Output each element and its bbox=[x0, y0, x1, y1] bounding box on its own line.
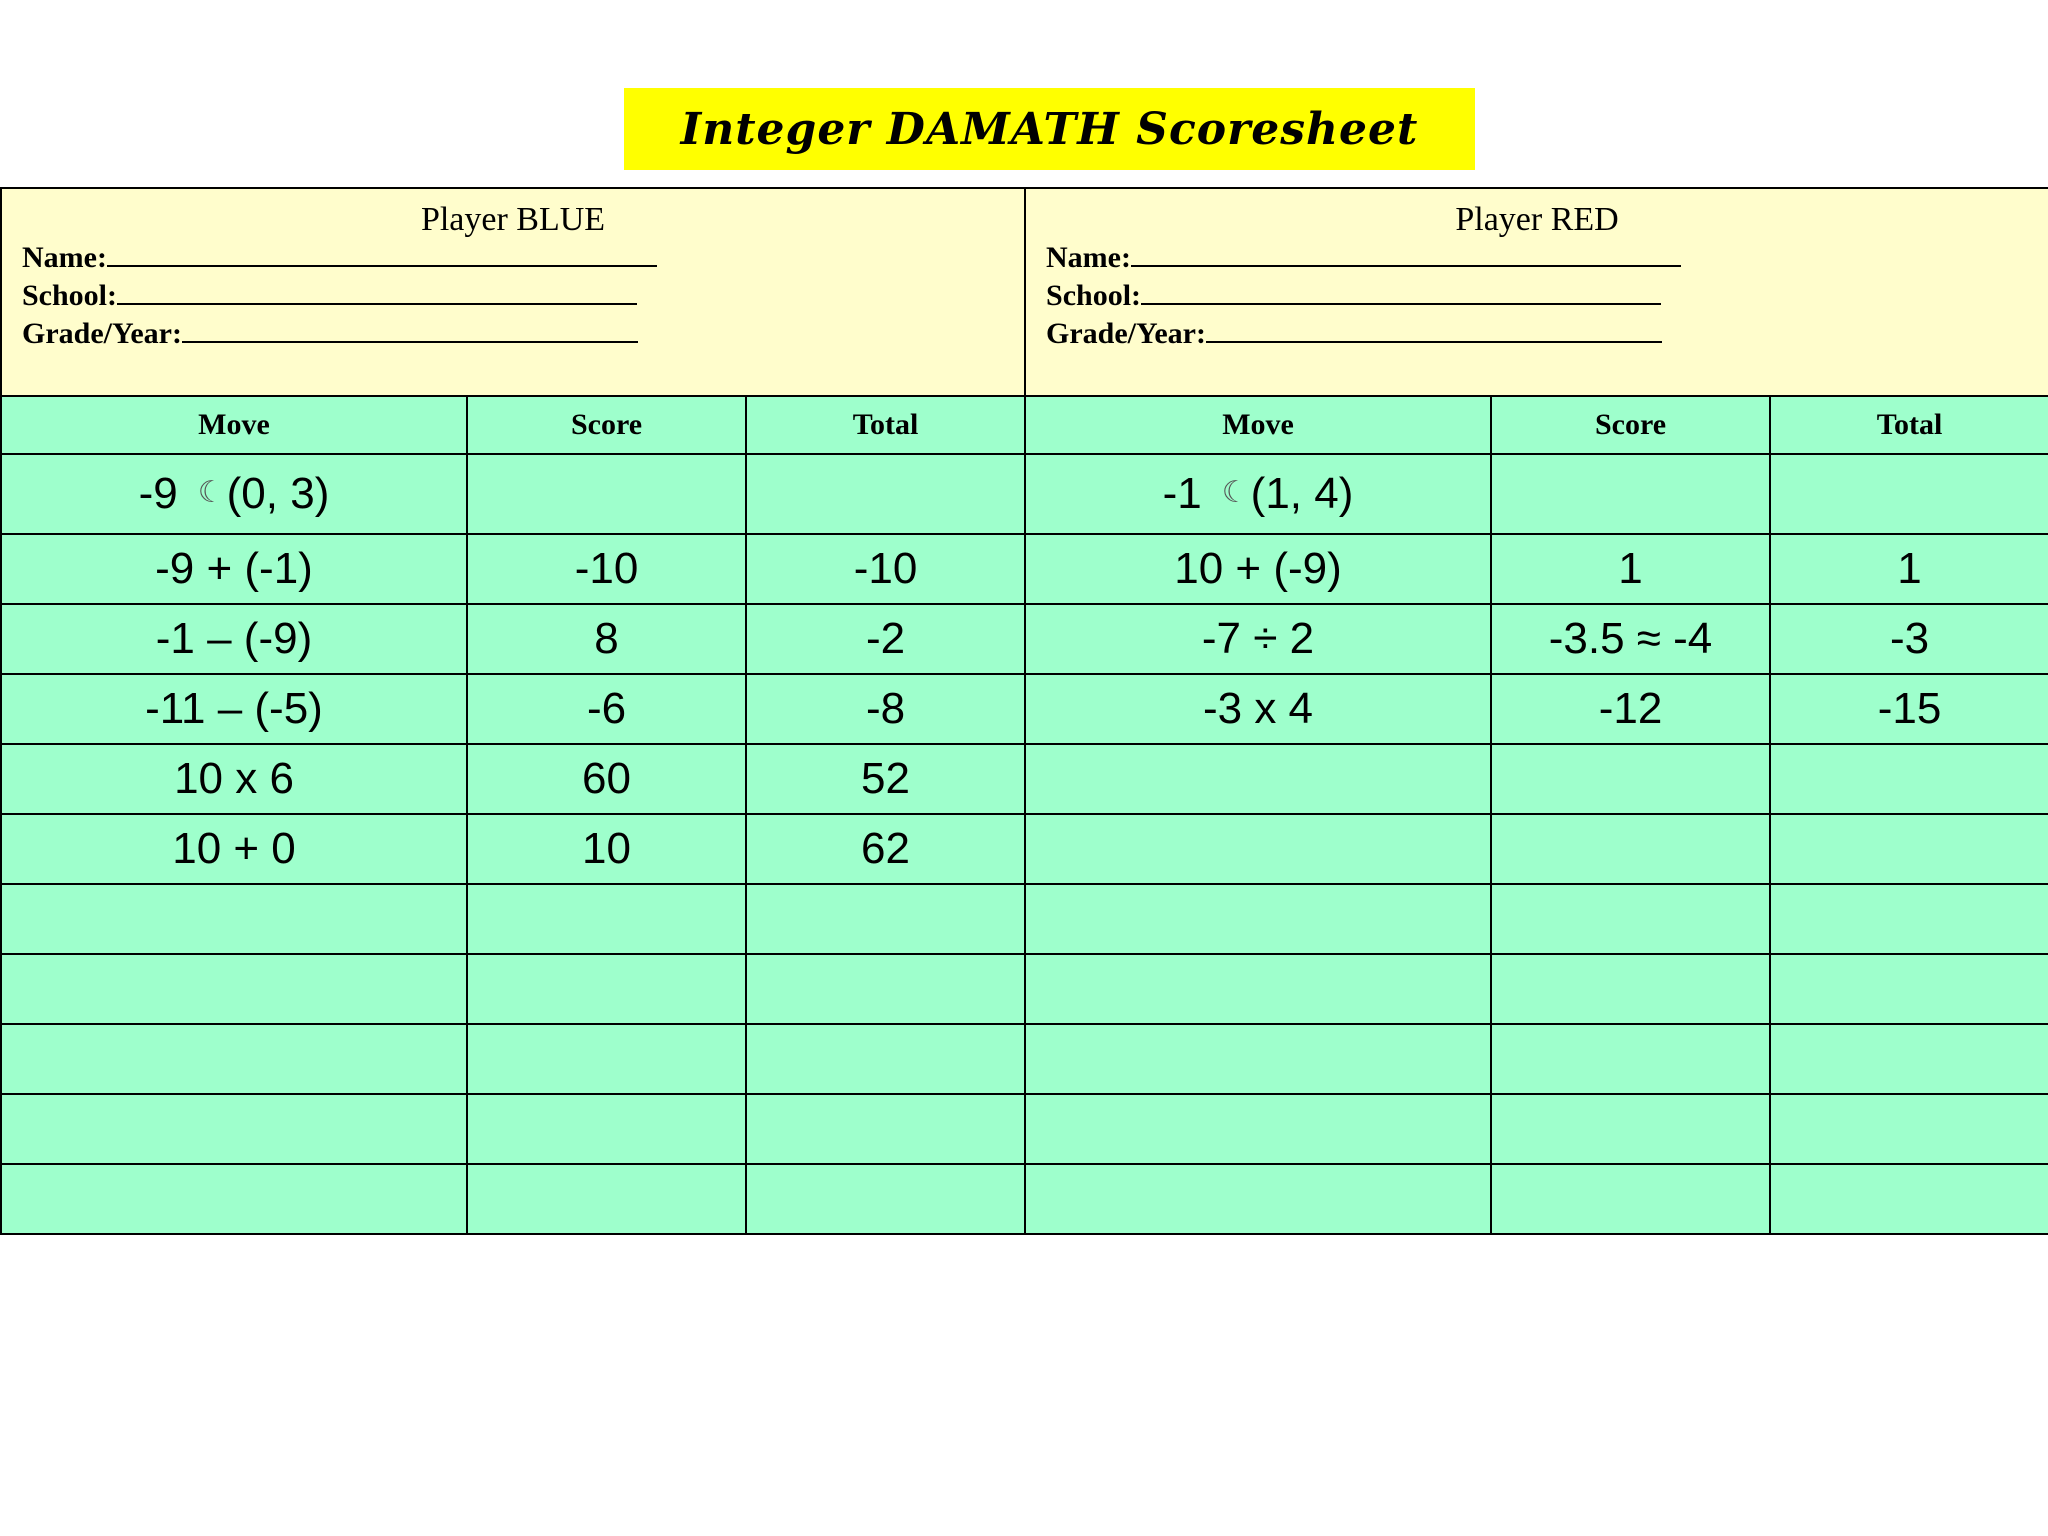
red-move-cell[interactable] bbox=[1025, 814, 1491, 884]
red-total-cell[interactable] bbox=[1770, 954, 2048, 1024]
school-label: School: bbox=[1046, 279, 1142, 312]
grade-year-blank-line bbox=[1206, 315, 1662, 343]
blue-score-cell[interactable]: 60 bbox=[467, 744, 746, 814]
blue-move-header: Move bbox=[1, 396, 467, 454]
move-expression: -1 – (-9) bbox=[155, 614, 313, 663]
table-row bbox=[1, 604, 2048, 674]
red-move-header: Move bbox=[1025, 396, 1491, 454]
red-score-cell[interactable] bbox=[1491, 884, 1770, 954]
red-total-cell[interactable] bbox=[1770, 884, 2048, 954]
blue-move-cell[interactable] bbox=[1, 814, 467, 884]
grade-year-label: Grade/Year: bbox=[22, 317, 182, 350]
blue-move-cell[interactable] bbox=[1, 454, 467, 534]
blue-score-cell[interactable] bbox=[467, 1164, 746, 1234]
red-total-cell[interactable]: -3 bbox=[1770, 604, 2048, 674]
blue-total-cell[interactable] bbox=[746, 884, 1025, 954]
blue-total-cell[interactable] bbox=[746, 1024, 1025, 1094]
red-score-cell[interactable] bbox=[1491, 814, 1770, 884]
moon-icon: ☾ bbox=[1221, 476, 1249, 509]
player-red-info bbox=[1025, 188, 2048, 396]
red-score-cell[interactable] bbox=[1491, 1164, 1770, 1234]
player-blue-heading: Player BLUE bbox=[420, 201, 606, 238]
grade-year-blank-line bbox=[182, 315, 638, 343]
blue-total-cell[interactable] bbox=[746, 454, 1025, 534]
name-blank-line bbox=[107, 239, 657, 267]
red-score-cell[interactable] bbox=[1491, 1094, 1770, 1164]
move-expression: 10 + 0 bbox=[172, 824, 296, 873]
red-move-cell[interactable] bbox=[1025, 744, 1491, 814]
table-row bbox=[1, 744, 2048, 814]
blue-move-cell[interactable] bbox=[1, 884, 467, 954]
blue-move-cell[interactable] bbox=[1, 1094, 467, 1164]
blue-total-cell[interactable]: 62 bbox=[746, 814, 1025, 884]
table-row bbox=[1, 534, 2048, 604]
red-score-cell[interactable] bbox=[1491, 454, 1770, 534]
blue-move-cell[interactable] bbox=[1, 1164, 467, 1234]
school-blank-line bbox=[1141, 277, 1661, 305]
blue-score-cell[interactable] bbox=[467, 454, 746, 534]
blue-score-cell[interactable] bbox=[467, 884, 746, 954]
table-row bbox=[1, 454, 2048, 534]
scoresheet-table bbox=[0, 187, 2048, 1235]
blue-total-cell[interactable] bbox=[746, 1094, 1025, 1164]
blue-move-cell[interactable] bbox=[1, 534, 467, 604]
player-red-heading: Player RED bbox=[1455, 201, 1619, 238]
red-move-cell[interactable] bbox=[1025, 674, 1491, 744]
red-score-cell[interactable] bbox=[1491, 954, 1770, 1024]
red-score-cell[interactable]: 1 bbox=[1491, 534, 1770, 604]
blue-score-cell[interactable]: -10 bbox=[467, 534, 746, 604]
red-total-cell[interactable]: 1 bbox=[1770, 534, 2048, 604]
red-total-cell[interactable]: -15 bbox=[1770, 674, 2048, 744]
name-label: Name: bbox=[22, 241, 107, 274]
red-score-cell[interactable]: -3.5 ≈ -4 bbox=[1491, 604, 1770, 674]
table-row bbox=[1, 814, 2048, 884]
blue-score-cell[interactable] bbox=[467, 1094, 746, 1164]
move-coordinate: (0, 3) bbox=[226, 469, 330, 518]
move-coordinate: (1, 4) bbox=[1250, 469, 1354, 518]
blue-score-cell[interactable] bbox=[467, 954, 746, 1024]
red-total-cell[interactable] bbox=[1770, 744, 2048, 814]
blue-score-header: Score bbox=[467, 396, 746, 454]
blue-total-cell[interactable] bbox=[746, 1164, 1025, 1234]
blue-score-cell[interactable]: -6 bbox=[467, 674, 746, 744]
blue-total-header: Total bbox=[746, 396, 1025, 454]
red-total-header: Total bbox=[1770, 396, 2048, 454]
move-rows bbox=[1, 454, 2048, 1234]
player-red-school-field[interactable] bbox=[1046, 277, 2048, 315]
table-row bbox=[1, 1024, 2048, 1094]
table-row bbox=[1, 954, 2048, 1024]
red-score-cell[interactable] bbox=[1491, 1024, 1770, 1094]
move-expression: -3 x 4 bbox=[1202, 684, 1314, 733]
move-expression: -9 bbox=[138, 469, 178, 518]
table-row bbox=[1, 1164, 2048, 1234]
blue-score-cell[interactable]: 10 bbox=[467, 814, 746, 884]
blue-score-cell[interactable] bbox=[467, 1024, 746, 1094]
red-move-cell[interactable] bbox=[1025, 884, 1491, 954]
red-score-cell[interactable] bbox=[1491, 744, 1770, 814]
blue-score-cell[interactable]: 8 bbox=[467, 604, 746, 674]
red-score-cell[interactable]: -12 bbox=[1491, 674, 1770, 744]
player-info-row bbox=[1, 188, 2048, 396]
red-score-header: Score bbox=[1491, 396, 1770, 454]
red-move-cell[interactable] bbox=[1025, 1164, 1491, 1234]
blue-total-cell[interactable]: -8 bbox=[746, 674, 1025, 744]
table-row bbox=[1, 674, 2048, 744]
player-blue-name-field[interactable] bbox=[22, 239, 1024, 277]
grade-year-label: Grade/Year: bbox=[1046, 317, 1206, 350]
move-expression: 10 x 6 bbox=[174, 754, 294, 803]
page-title: Integer DAMATH Scoresheet bbox=[680, 103, 1419, 155]
blue-total-cell[interactable]: 52 bbox=[746, 744, 1025, 814]
red-total-cell[interactable] bbox=[1770, 1094, 2048, 1164]
table-row bbox=[1, 1094, 2048, 1164]
red-move-cell[interactable] bbox=[1025, 454, 1491, 534]
blue-total-cell[interactable]: -2 bbox=[746, 604, 1025, 674]
red-total-cell[interactable] bbox=[1770, 1024, 2048, 1094]
blue-move-cell[interactable] bbox=[1, 954, 467, 1024]
red-total-cell[interactable] bbox=[1770, 814, 2048, 884]
move-expression: -1 bbox=[1162, 469, 1202, 518]
red-move-cell[interactable] bbox=[1025, 1024, 1491, 1094]
name-blank-line bbox=[1131, 239, 1681, 267]
red-total-cell[interactable] bbox=[1770, 1164, 2048, 1234]
table-row bbox=[1, 884, 2048, 954]
player-red-grade-field[interactable] bbox=[1046, 315, 2048, 353]
red-move-cell[interactable] bbox=[1025, 604, 1491, 674]
move-expression: -9 + (-1) bbox=[155, 544, 313, 593]
red-move-cell[interactable] bbox=[1025, 954, 1491, 1024]
blue-move-cell[interactable] bbox=[1, 604, 467, 674]
move-expression: -7 ÷ 2 bbox=[1201, 614, 1315, 663]
player-red-name-field[interactable] bbox=[1046, 239, 2048, 277]
player-blue-school-field[interactable] bbox=[22, 277, 1024, 315]
move-expression: 10 + (-9) bbox=[1174, 544, 1342, 593]
red-move-cell[interactable] bbox=[1025, 1094, 1491, 1164]
red-total-cell[interactable] bbox=[1770, 454, 2048, 534]
player-blue-info bbox=[1, 188, 1025, 396]
player-blue-grade-field[interactable] bbox=[22, 315, 1024, 353]
blue-move-cell[interactable] bbox=[1, 674, 467, 744]
school-label: School: bbox=[22, 279, 118, 312]
column-header-row bbox=[1, 396, 2048, 454]
moon-icon: ☾ bbox=[197, 476, 225, 509]
blue-total-cell[interactable] bbox=[746, 954, 1025, 1024]
name-label: Name: bbox=[1046, 241, 1131, 274]
blue-move-cell[interactable] bbox=[1, 1024, 467, 1094]
red-move-cell[interactable] bbox=[1025, 534, 1491, 604]
blue-move-cell[interactable] bbox=[1, 744, 467, 814]
title-banner bbox=[624, 88, 1475, 170]
school-blank-line bbox=[117, 277, 637, 305]
move-expression: -11 – (-5) bbox=[145, 684, 323, 733]
blue-total-cell[interactable]: -10 bbox=[746, 534, 1025, 604]
